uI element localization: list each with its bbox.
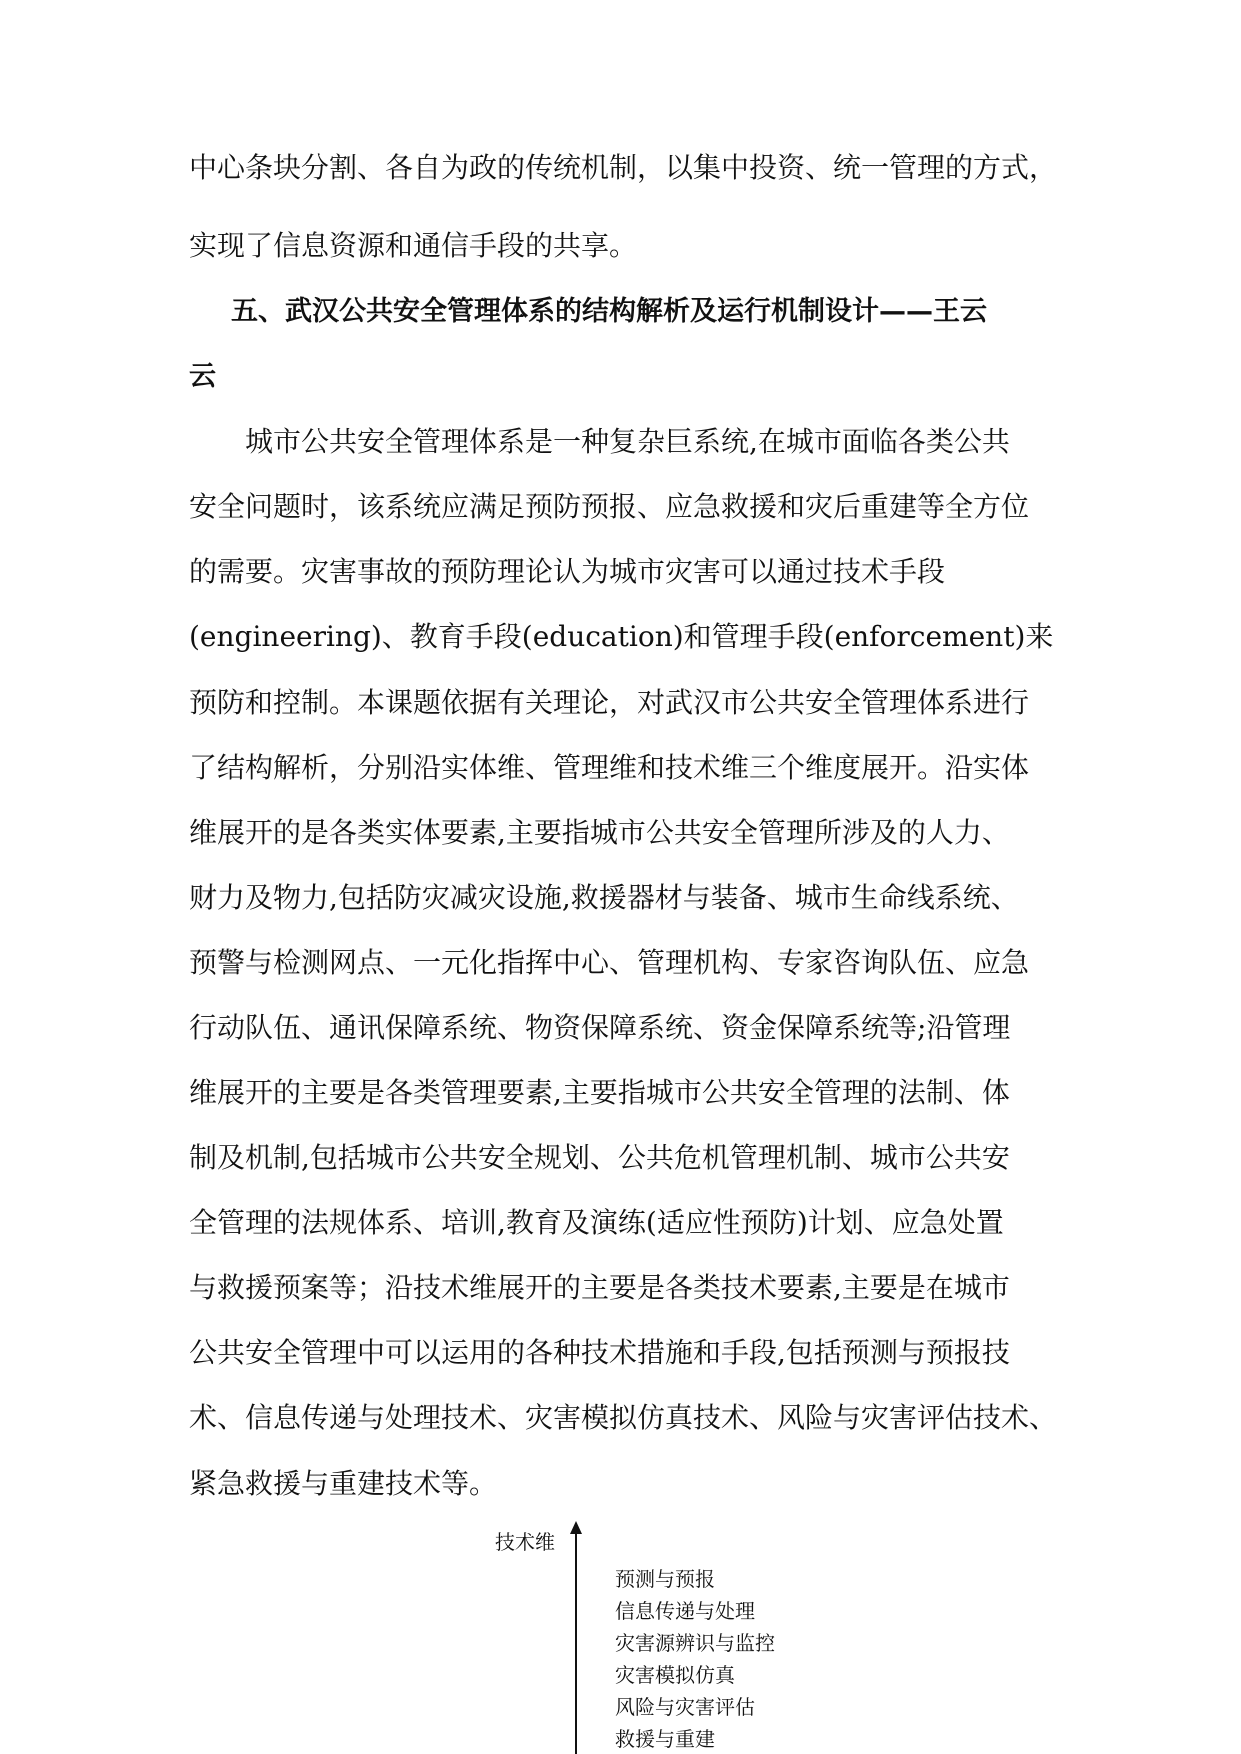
- diagram-item: 风险与灾害评估: [615, 1695, 755, 1719]
- axis-label: 技术维: [495, 1530, 555, 1554]
- diagram-item: 灾害源辨识与监控: [615, 1631, 775, 1655]
- paragraph-line: 全管理的法规体系、培训,教育及演练(适应性预防)计划、应急处置: [189, 1206, 1004, 1239]
- paragraph-line: 预警与检测网点、一元化指挥中心、管理机构、专家咨询队伍、应急: [189, 946, 1030, 979]
- paragraph-line: 城市公共安全管理体系是一种复杂巨系统,在城市面临各类公共: [245, 425, 1010, 458]
- paragraph-line: 行动队伍、通讯保障系统、物资保障系统、资金保障系统等;沿管理: [189, 1011, 1011, 1044]
- paragraph-line: 公共安全管理中可以运用的各种技术措施和手段,包括预测与预报技: [189, 1336, 1010, 1369]
- section-heading: 五、武汉公共安全管理体系的结构解析及运行机制设计——王云: [231, 296, 987, 327]
- diagram-item: 救援与重建: [615, 1727, 715, 1751]
- paragraph-line: 安全问题时，该系统应满足预防预报、应急救援和灾后重建等全方位: [189, 490, 1030, 523]
- paragraph-line: 的需要。灾害事故的预防理论认为城市灾害可以通过技术手段: [189, 555, 946, 588]
- paragraph-line: 制及机制,包括城市公共安全规划、公共危机管理机制、城市公共安: [189, 1141, 1010, 1174]
- axis-line: [575, 1532, 577, 1754]
- paragraph-line: 中心条块分割、各自为政的传统机制，以集中投资、统一管理的方式，: [189, 151, 1058, 184]
- paragraph-line: 财力及物力,包括防灾减灾设施,救援器材与装备、城市生命线系统、: [189, 881, 1019, 914]
- paragraph-line: 紧急救援与重建技术等。: [189, 1467, 498, 1500]
- paragraph-line: (engineering)、教育手段(education)和管理手段(enforcement)来: [189, 620, 1054, 653]
- paragraph-line: 实现了信息资源和通信手段的共享。: [189, 229, 638, 262]
- paragraph-line: 维展开的主要是各类管理要素,主要指城市公共安全管理的法制、体: [189, 1076, 1010, 1109]
- paragraph-line: 与救援预案等；沿技术维展开的主要是各类技术要素,主要是在城市: [189, 1271, 1010, 1304]
- paragraph-line: 维展开的是各类实体要素,主要指城市公共安全管理所涉及的人力、: [189, 816, 1010, 849]
- diagram-item: 信息传递与处理: [615, 1599, 755, 1623]
- section-heading-continuation: 云: [189, 361, 216, 392]
- diagram-item: 预测与预报: [615, 1567, 715, 1591]
- diagram-item: 灾害模拟仿真: [615, 1663, 735, 1687]
- paragraph-line: 了结构解析，分别沿实体维、管理维和技术维三个维度展开。沿实体: [189, 751, 1030, 784]
- paragraph-line: 术、信息传递与处理技术、灾害模拟仿真技术、风险与灾害评估技术、: [189, 1401, 1058, 1434]
- paragraph-line: 预防和控制。本课题依据有关理论，对武汉市公共安全管理体系进行: [189, 686, 1030, 719]
